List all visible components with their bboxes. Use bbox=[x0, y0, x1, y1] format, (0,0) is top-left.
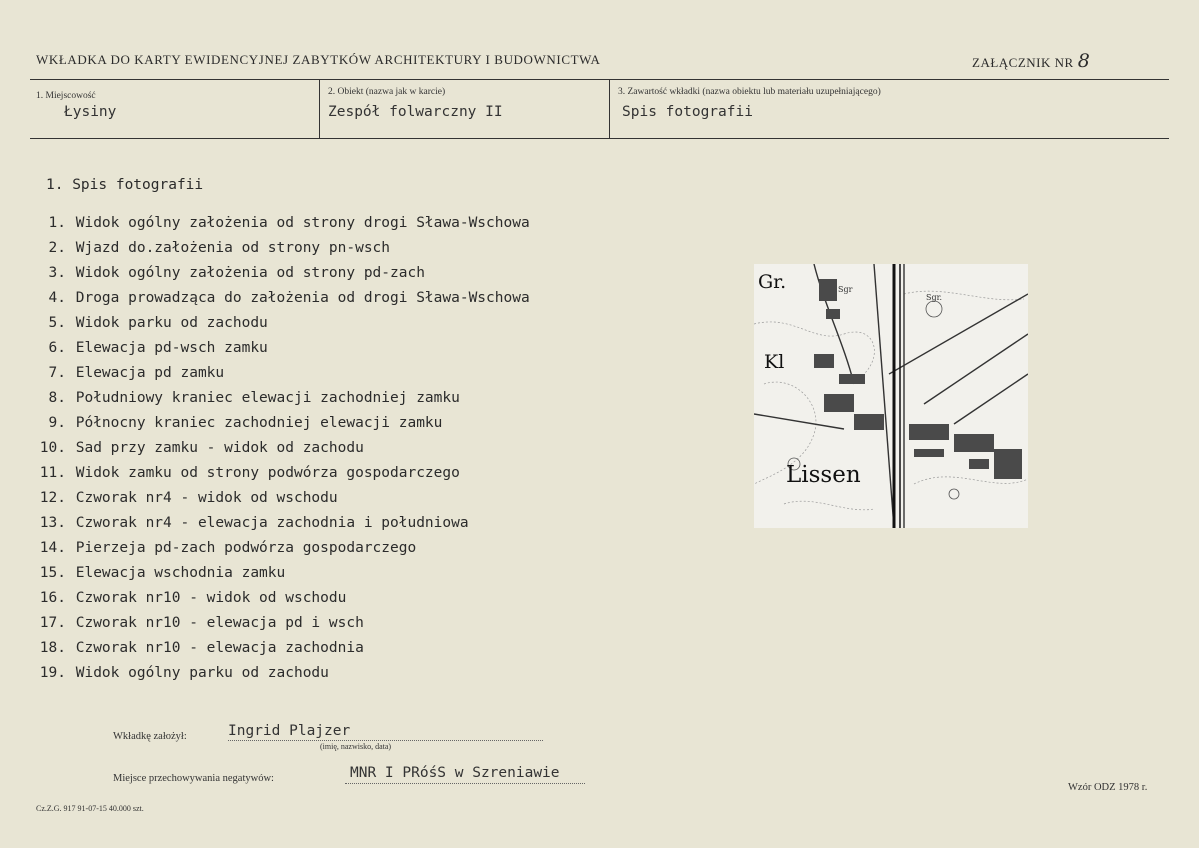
author-value: Ingrid Plajzer bbox=[228, 723, 351, 739]
field-divider-1 bbox=[319, 79, 320, 138]
list-item bbox=[22, 238, 530, 263]
item-text: Czworak nr4 - elewacja zachodnia i południowa bbox=[75, 515, 469, 531]
field-label-locality: 1. Miejscowość bbox=[36, 91, 96, 101]
item-number: 6. bbox=[48, 340, 66, 356]
item-text: Droga prowadząca do założenia od drogi Sława-Wschowa bbox=[75, 290, 530, 306]
list-item bbox=[22, 288, 530, 313]
storage-label: Miejsce przechowywania negatywów: bbox=[113, 773, 274, 784]
map-label-kl: Kl bbox=[764, 351, 785, 373]
item-number: 1. bbox=[48, 215, 66, 231]
list-item bbox=[22, 213, 530, 238]
list-item bbox=[22, 513, 530, 538]
item-text: Elewacja pd-wsch zamku bbox=[75, 340, 268, 356]
list-item bbox=[22, 313, 530, 338]
item-number: 16. bbox=[39, 590, 66, 606]
list-item bbox=[22, 438, 530, 463]
list-item bbox=[22, 638, 530, 663]
item-text: Wjazd do.założenia od strony pn-wsch bbox=[75, 240, 391, 256]
list-item bbox=[22, 463, 530, 488]
list-item bbox=[22, 538, 530, 563]
item-number: 10. bbox=[39, 440, 66, 456]
item-text: Widok ogólny założenia od strony drogi Sława-Wschowa bbox=[75, 215, 530, 231]
item-number: 7. bbox=[48, 365, 66, 381]
item-text: Widok ogólny parku od zachodu bbox=[75, 665, 329, 681]
storage-dotted-line bbox=[345, 783, 585, 784]
map-label-sgr-1: Sgr bbox=[838, 285, 853, 294]
photo-list bbox=[22, 213, 530, 688]
field-label-content: 3. Zawartość wkładki (nazwa obiektu lub materiału uzupełniającego) bbox=[618, 87, 881, 97]
item-number: 12. bbox=[39, 490, 66, 506]
item-text: Czworak nr10 - widok od wschodu bbox=[75, 590, 347, 606]
form-title: WKŁADKA DO KARTY EWIDENCYJNEJ ZABYTKÓW ARCHITEKTURY I BUDOWNICTWA bbox=[36, 52, 601, 67]
header-bottom-rule bbox=[30, 138, 1169, 139]
field-label-object: 2. Obiekt (nazwa jak w karcie) bbox=[328, 87, 446, 97]
list-item bbox=[22, 388, 530, 413]
item-number: 18. bbox=[39, 640, 66, 656]
item-number: 13. bbox=[39, 515, 66, 531]
annex-label bbox=[972, 50, 1090, 72]
field-value-content: Spis fotografii bbox=[622, 104, 753, 120]
item-number: 4. bbox=[48, 290, 66, 306]
item-text: Widok ogólny założenia od strony pd-zach bbox=[75, 265, 425, 281]
list-item bbox=[22, 413, 530, 438]
map-label-gr: Gr. bbox=[758, 271, 787, 293]
list-item bbox=[22, 563, 530, 588]
list-item bbox=[22, 488, 530, 513]
item-number: 15. bbox=[39, 565, 66, 581]
item-text: Czworak nr10 - elewacja pd i wsch bbox=[75, 615, 364, 631]
list-item bbox=[22, 613, 530, 638]
field-value-locality: Łysiny bbox=[64, 104, 117, 120]
map-drawing bbox=[754, 264, 1028, 528]
list-item bbox=[22, 363, 530, 388]
item-text: Czworak nr4 - widok od wschodu bbox=[75, 490, 338, 506]
author-label: Wkładkę założył: bbox=[113, 731, 187, 742]
list-item bbox=[22, 263, 530, 288]
print-note: Cz.Z.G. 917 91-07-15 40.000 szt. bbox=[36, 804, 144, 813]
item-text: Sad przy zamku - widok od zachodu bbox=[75, 440, 364, 456]
map-label-sgr-2: Sgr. bbox=[926, 293, 943, 302]
storage-value: MNR I PRóśS w Szreniawie bbox=[350, 765, 560, 781]
annex-number: 8 bbox=[1077, 50, 1091, 72]
item-number: 17. bbox=[39, 615, 66, 631]
item-number: 11. bbox=[39, 465, 66, 481]
list-item bbox=[22, 663, 530, 688]
item-text: Czworak nr10 - elewacja zachodnia bbox=[75, 640, 364, 656]
map-label-lissen: Lissen bbox=[786, 462, 861, 488]
item-number: 9. bbox=[48, 415, 66, 431]
list-item bbox=[22, 588, 530, 613]
item-text: Widok parku od zachodu bbox=[75, 315, 268, 331]
list-item bbox=[22, 338, 530, 363]
section-title: 1. Spis fotografii bbox=[46, 177, 204, 193]
item-text: Pierzeja pd-zach podwórza gospodarczego bbox=[75, 540, 417, 556]
field-value-object: Zespół folwarczny II bbox=[328, 104, 503, 120]
item-text: Południowy kraniec elewacji zachodniej zamku bbox=[75, 390, 460, 406]
item-number: 14. bbox=[39, 540, 66, 556]
item-number: 8. bbox=[48, 390, 66, 406]
item-text: Elewacja pd zamku bbox=[75, 365, 225, 381]
item-text: Północny kraniec zachodniej elewacji zamku bbox=[75, 415, 443, 431]
form-note: Wzór ODZ 1978 r. bbox=[1068, 782, 1148, 793]
item-number: 5. bbox=[48, 315, 66, 331]
item-number: 3. bbox=[48, 265, 66, 281]
item-number: 2. bbox=[48, 240, 66, 256]
field-divider-2 bbox=[609, 79, 610, 138]
map-fragment bbox=[754, 264, 1028, 528]
header-top-rule bbox=[30, 79, 1169, 80]
item-text: Widok zamku od strony podwórza gospodarczego bbox=[75, 465, 460, 481]
item-text: Elewacja wschodnia zamku bbox=[75, 565, 286, 581]
annex-label-text: ZAŁĄCZNIK NR bbox=[972, 55, 1074, 70]
author-hint: (imię, nazwisko, data) bbox=[320, 742, 392, 751]
author-dotted-line bbox=[228, 740, 543, 741]
item-number: 19. bbox=[39, 665, 66, 681]
